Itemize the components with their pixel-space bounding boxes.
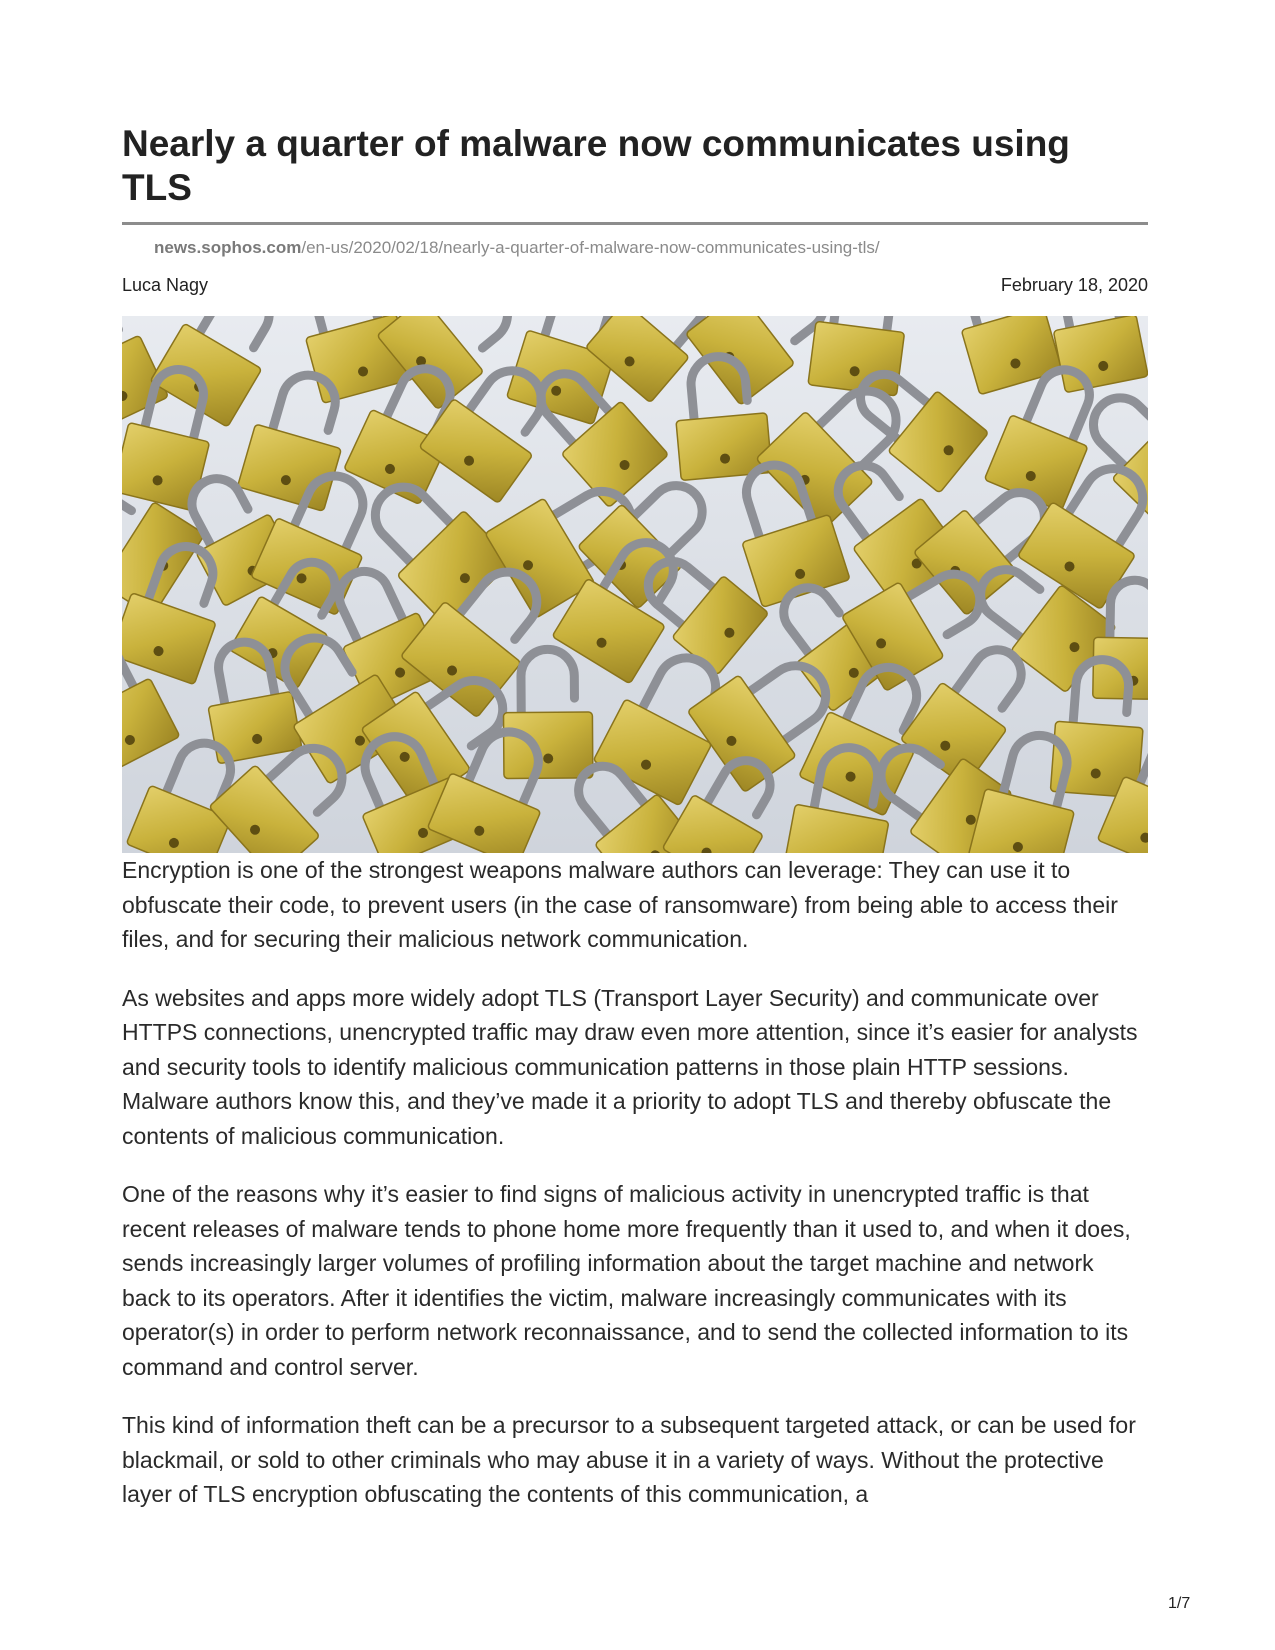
title-divider [122, 222, 1148, 225]
article-page [122, 122, 1148, 1536]
paragraph: As websites and apps more widely adopt TLS (Transport Layer Security) and communicate over HTTPS connections, unencrypted traffic may draw even more attention, since it’s easier for analysts and security tools to identify malicious communication patterns in those plain HTTP sessions. Malware authors know this, and they’ve made it a priority to adopt TLS and thereby obfuscate the contents of malicious communication. [122, 984, 1138, 1149]
author-name: Luca Nagy [122, 275, 209, 295]
page-number: 1/7 [1168, 1595, 1191, 1612]
article-meta [122, 274, 1148, 296]
article-body [122, 853, 1148, 1512]
publish-date: February 18, 2020 [1000, 275, 1148, 295]
source-domain[interactable]: news.sophos.com [154, 238, 302, 257]
hero-image-padlocks [122, 316, 1148, 853]
paragraph: This kind of information theft can be a precursor to a subsequent targeted attack, or can be used for blackmail, or sold to other criminals who may abuse it in a variety of ways. Without the protective layer of TLS encryption obfuscating the contents of this communication, a [122, 1412, 1136, 1507]
paragraph: One of the reasons why it’s easier to find signs of malicious activity in unencrypted traffic is that recent releases of malware tends to phone home more frequently than it used to, and when it does, sends increasingly larger volumes of profiling information about the target machine and network back to its operators. After it identifies the victim, malware increasingly communicates with its operator(s) in order to perform network reconnaissance, and to send the collected information to its command and control server. [122, 1181, 1131, 1380]
paragraph: Encryption is one of the strongest weapons malware authors can leverage: They can use it to obfuscate their code, to prevent users (in the case of ransomware) from being able to access their files, and for securing their malicious network communication. [122, 857, 1118, 952]
source-url[interactable] [154, 237, 1148, 259]
article-title: Nearly a quarter of malware now communicates using TLS [122, 123, 1070, 208]
source-path[interactable]: /en-us/2020/02/18/nearly-a-quarter-of-malware-now-communicates-using-tls/ [301, 238, 880, 257]
